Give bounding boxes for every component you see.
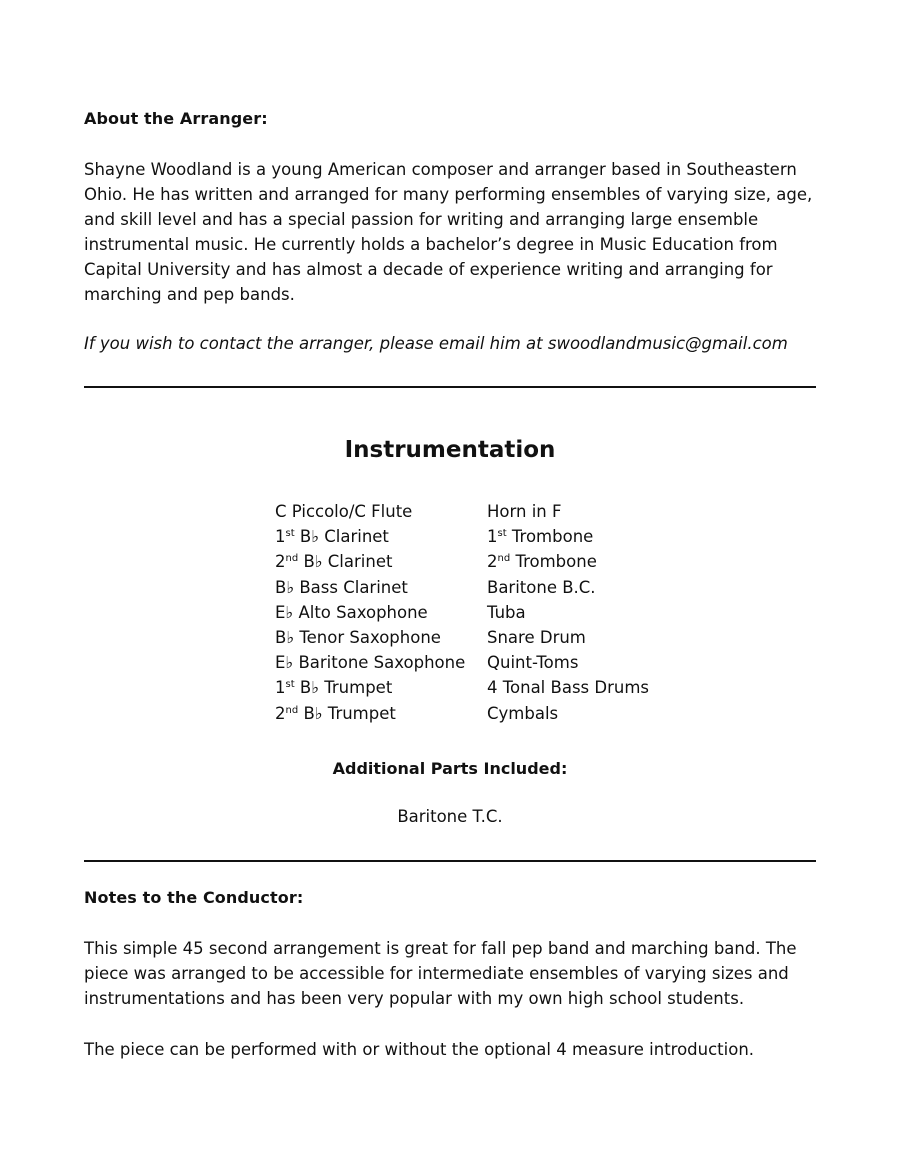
instrument-ordinal-suffix: st — [285, 528, 295, 540]
instrument-name: Cymbals — [487, 703, 559, 723]
instrument-item — [487, 524, 649, 549]
about-arranger-heading: About the Arranger: — [84, 109, 268, 128]
instrument-item — [487, 675, 649, 700]
instrument-list-left — [275, 499, 465, 726]
instrument-name: B♭ Tenor Saxophone — [275, 627, 441, 647]
instrument-item — [275, 675, 465, 700]
instrument-name: Baritone B.C. — [487, 577, 596, 597]
instrument-name: Horn in F — [487, 502, 562, 521]
instrument-item — [487, 549, 649, 574]
instrument-ordinal-suffix: nd — [285, 553, 299, 565]
instrument-item — [487, 701, 649, 726]
instrument-item — [487, 600, 649, 625]
instrument-name: Quint-Toms — [487, 653, 579, 673]
instrument-item — [487, 650, 649, 675]
instrument-ordinal: 1 — [275, 678, 286, 698]
instrument-item — [487, 499, 649, 524]
arranger-bio: Shayne Woodland is a young American composer and arranger based in Southeastern Ohio. He has written and arranged for many performing ensembles of varying size, age, and skill level and has a special passion for writing and arranging large ensemble instrumental music. He currently holds a bachelor’s degree in Music Education from Capital University and has almost a decade of experience writing and arranging for marching and pep bands. — [84, 160, 813, 304]
instrument-ordinal-suffix: nd — [285, 704, 299, 716]
instrument-ordinal-suffix: st — [497, 528, 507, 540]
instrument-item — [275, 650, 465, 675]
notes-heading: Notes to the Conductor: — [84, 888, 304, 907]
instrumentation-title: Instrumentation — [344, 437, 556, 463]
instrument-name: E♭ Baritone Saxophone — [275, 653, 466, 673]
instrument-item — [275, 549, 465, 574]
instrument-name: B♭ Clarinet — [303, 552, 393, 572]
instrument-item — [275, 625, 465, 650]
instrument-name: 4 Tonal Bass Drums — [487, 678, 649, 698]
instrument-ordinal: 2 — [487, 552, 498, 572]
instrument-name: B♭ Trumpet — [303, 703, 396, 723]
divider-bottom — [84, 860, 816, 862]
instrument-item — [487, 625, 649, 650]
instrument-item — [275, 524, 465, 549]
notes-paragraph-1: This simple 45 second arrangement is great for fall pep band and marching band. The piece was arranged to be accessible for intermediate ensembles of varying sizes and instrumentations and has been very popular with my own high school students. — [84, 939, 797, 1008]
notes-paragraph-2: The piece can be performed with or without the optional 4 measure introduction. — [84, 1040, 755, 1059]
instrument-name: Trombone — [515, 552, 597, 572]
instrument-ordinal: 1 — [275, 527, 286, 547]
instrument-item — [487, 575, 649, 600]
instrument-name: B♭ Trumpet — [299, 678, 393, 698]
instrument-ordinal: 2 — [275, 552, 286, 572]
instrument-name: B♭ Clarinet — [299, 527, 389, 547]
additional-parts-heading: Additional Parts Included: — [332, 759, 568, 778]
instrument-ordinal: 1 — [487, 527, 498, 547]
instrument-item — [275, 701, 465, 726]
instrument-name: C Piccolo/C Flute — [275, 502, 413, 521]
additional-part-item: Baritone T.C. — [397, 807, 503, 826]
instrument-ordinal-suffix: st — [285, 679, 295, 691]
instrument-name: Snare Drum — [487, 627, 586, 647]
instrument-item — [275, 600, 465, 625]
divider-top — [84, 386, 816, 388]
instrument-item — [275, 499, 465, 524]
instrument-item — [275, 575, 465, 600]
instrument-name: Tuba — [487, 602, 526, 622]
instrument-ordinal: 2 — [275, 703, 286, 723]
instrument-name: Trombone — [511, 527, 594, 547]
instrument-list-right — [487, 499, 649, 726]
instrument-name: B♭ Bass Clarinet — [275, 577, 408, 597]
instrument-name: E♭ Alto Saxophone — [275, 602, 428, 622]
contact-line: If you wish to contact the arranger, please email him at swoodlandmusic@gmail.com — [84, 334, 788, 353]
instrument-ordinal-suffix: nd — [497, 553, 511, 565]
